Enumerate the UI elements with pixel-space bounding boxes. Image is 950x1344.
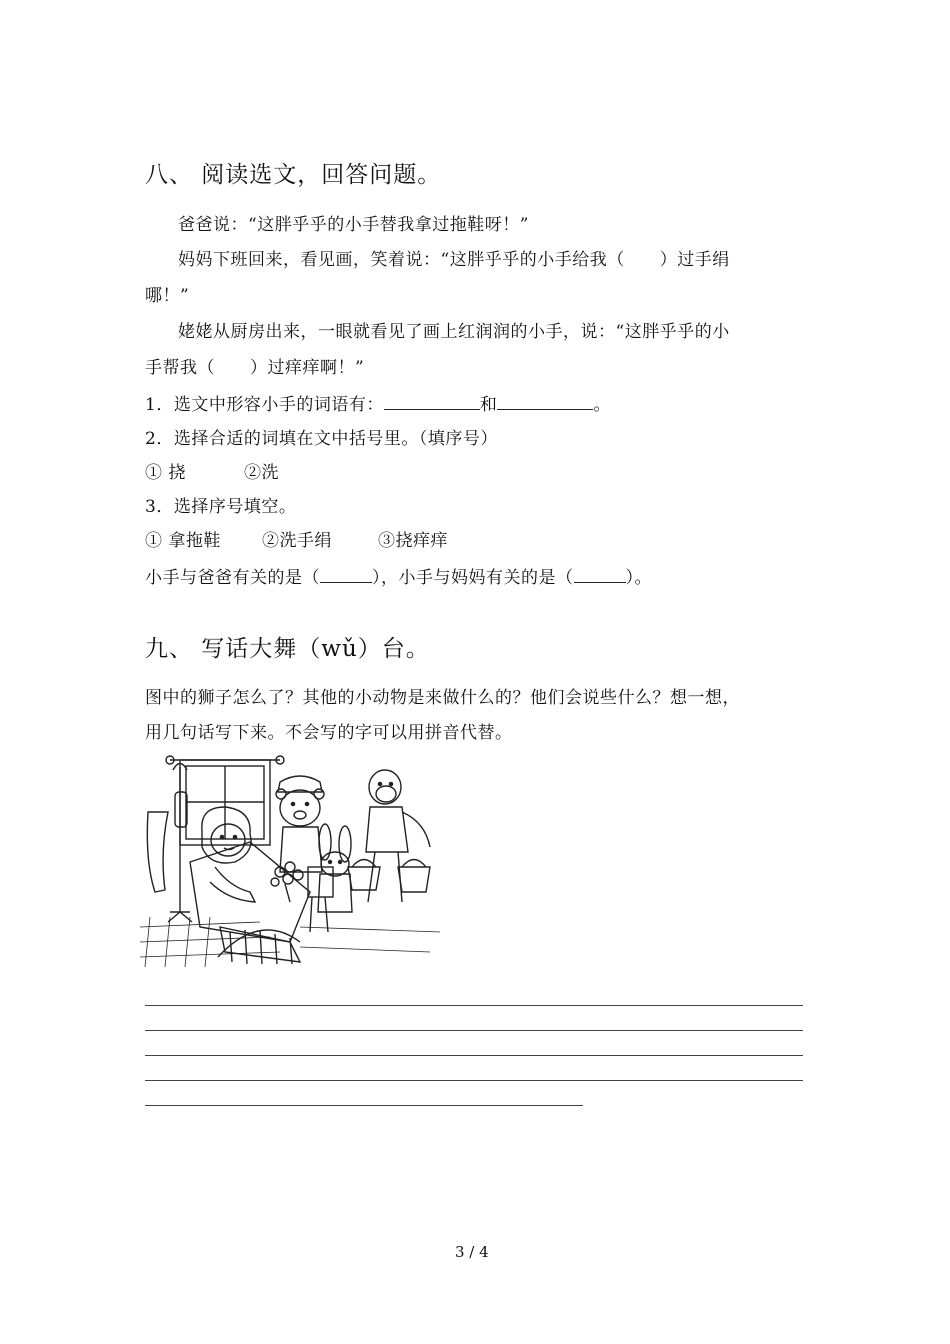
answer-blank-3[interactable] <box>320 567 372 583</box>
q3-option-1: ① 拿拖鞋 <box>145 531 221 551</box>
writing-line-2[interactable] <box>145 1030 803 1031</box>
section-8-title: 八、 阅读选文，回答问题。 <box>145 162 442 188</box>
question-1-end: 。 <box>593 395 611 415</box>
section-9-title: 九、 写话大舞（wǔ）台。 <box>145 636 430 662</box>
window-icon <box>166 756 284 845</box>
answer-blank-1[interactable] <box>384 394 480 410</box>
q3-option-2: ②洗手绢 <box>262 531 332 551</box>
q2-option-1: ① 挠 <box>145 463 186 483</box>
rabbit-icon <box>318 824 352 912</box>
bed-icon <box>190 842 310 964</box>
passage-line-2: 妈妈下班回来，看见画，笑着说：“这胖乎乎的小手给我（ ）过手绢 <box>178 250 730 270</box>
q3-option-3: ③挠痒痒 <box>378 531 448 551</box>
question-1-and: 和 <box>479 395 498 415</box>
page-number: 3 / 4 <box>455 1243 489 1261</box>
q2-option-2: ②洗 <box>244 463 279 483</box>
sick-lion-illustration <box>140 752 440 972</box>
passage-line-3: 哪！” <box>145 286 190 306</box>
passage-line-5: 手帮我（ ）过痒痒啊！” <box>145 358 365 378</box>
writing-line-1[interactable] <box>145 1005 803 1006</box>
question-3-fill <box>145 563 652 588</box>
passage-line-1: 爸爸说：“这胖乎乎的小手替我拿过拖鞋呀！” <box>178 215 529 235</box>
prompt-line-2: 用几句话写下来。不会写的字可以用拼音代替。 <box>145 723 513 743</box>
question-2: 2．选择合适的词填在文中括号里。（填序号） <box>145 429 498 449</box>
lion-icon <box>202 807 255 902</box>
question-3: 3．选择序号填空。 <box>145 497 297 517</box>
question-1-text: 1．选文中形容小手的词语有： <box>145 395 384 415</box>
passage-line-4: 姥姥从厨房出来，一眼就看见了画上红润润的小手，说：“这胖乎乎的小 <box>178 322 730 342</box>
iv-stand-icon <box>147 764 192 923</box>
writing-line-4[interactable] <box>145 1080 803 1081</box>
writing-line-5[interactable] <box>145 1105 583 1106</box>
monkey-icon <box>348 770 430 902</box>
q3-fill-text-2: ），小手与妈妈有关的是（ <box>372 568 574 588</box>
q3-fill-text-3: ）。 <box>625 568 652 588</box>
answer-blank-4[interactable] <box>574 567 626 583</box>
q3-fill-text-1: 小手与爸爸有关的是（ <box>145 568 320 588</box>
bear-icon <box>276 776 333 932</box>
answer-blank-2[interactable] <box>497 394 593 410</box>
prompt-line-1: 图中的狮子怎么了？其他的小动物是来做什么的？他们会说些什么？想一想， <box>145 688 740 708</box>
writing-line-3[interactable] <box>145 1055 803 1056</box>
question-1 <box>145 390 611 415</box>
